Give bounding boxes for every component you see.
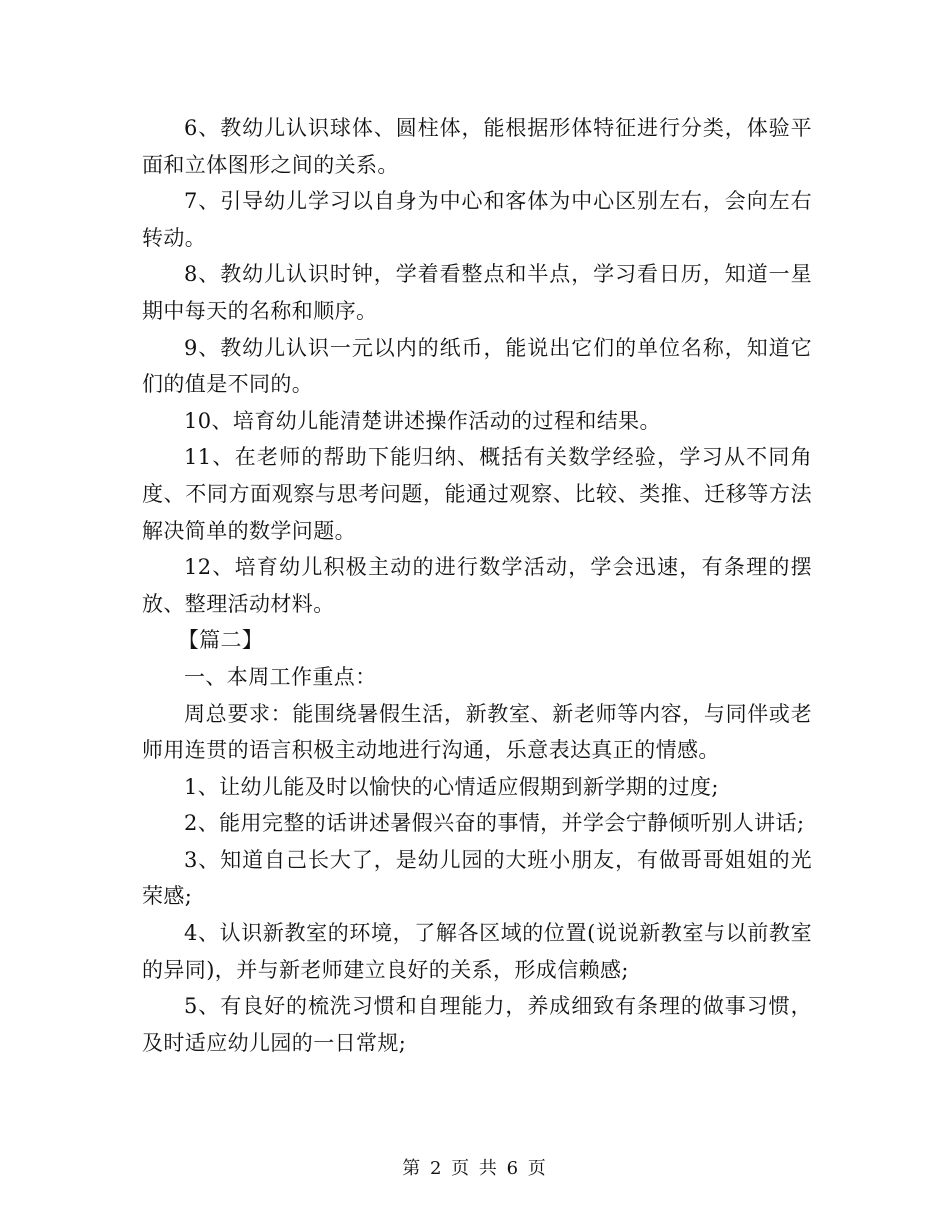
- paragraph-item-10: 10、培育幼儿能清楚讲述操作活动的过程和结果。: [184, 408, 661, 433]
- paragraph-item-7: 7、引导幼儿学习以自身为中心和客体为中心区别左右，会向左右转动。: [142, 189, 812, 250]
- weekly-requirement-paragraph: 周总要求：能围绕暑假生活，新教室、新老师等内容，与同伴或老师用连贯的语言积极主动地进行沟通，乐意表达真正的情感。: [142, 701, 812, 763]
- goal-item-3: 3、知道自己长大了，是幼儿园的大班小朋友，有做哥哥姐姐的光荣感;: [142, 847, 812, 909]
- page-footer: 第 2 页 共 6 页: [402, 1158, 548, 1179]
- goal-item-4: 4、认识新教室的环境，了解各区域的位置(说说新教室与以前教室的异同)，并与新老师建立良好的关系，形成信赖感;: [142, 921, 812, 982]
- goal-item-2: 2、能用完整的话讲述暑假兴奋的事情，并学会宁静倾听别人讲话;: [184, 811, 805, 836]
- paragraph-item-11: 11、在老师的帮助下能归纳、概括有关数学经验，学习从不同角度、不同方面观察与思考问题，能通过观察、比较、类推、迁移等方法解决简单的数学问题。: [142, 445, 812, 543]
- section-heading-part-two: 【篇二】: [177, 628, 264, 653]
- paragraph-item-12: 12、培育幼儿积极主动的进行数学活动，学会迅速，有条理的摆放、整理活动材料。: [142, 555, 812, 616]
- section-heading-weekly-focus: 一、本周工作重点：: [184, 664, 377, 689]
- paragraph-item-8: 8、教幼儿认识时钟，学着看整点和半点，学习看日历，知道一星期中每天的名称和顺序。: [142, 262, 812, 323]
- paragraph-item-6: 6、教幼儿认识球体、圆柱体，能根据形体特征进行分类，体验平面和立体图形之间的关系。: [142, 116, 812, 177]
- paragraph-item-9: 9、教幼儿认识一元以内的纸币，能说出它们的单位名称，知道它们的值是不同的。: [142, 335, 812, 397]
- goal-item-1: 1、让幼儿能及时以愉快的心情适应假期到新学期的过度;: [184, 774, 719, 799]
- document-body: [142, 110, 812, 1061]
- goal-item-5: 5、有良好的梳洗习惯和自理能力，养成细致有条理的做事习惯，及时适应幼儿园的一日常规;: [142, 994, 812, 1055]
